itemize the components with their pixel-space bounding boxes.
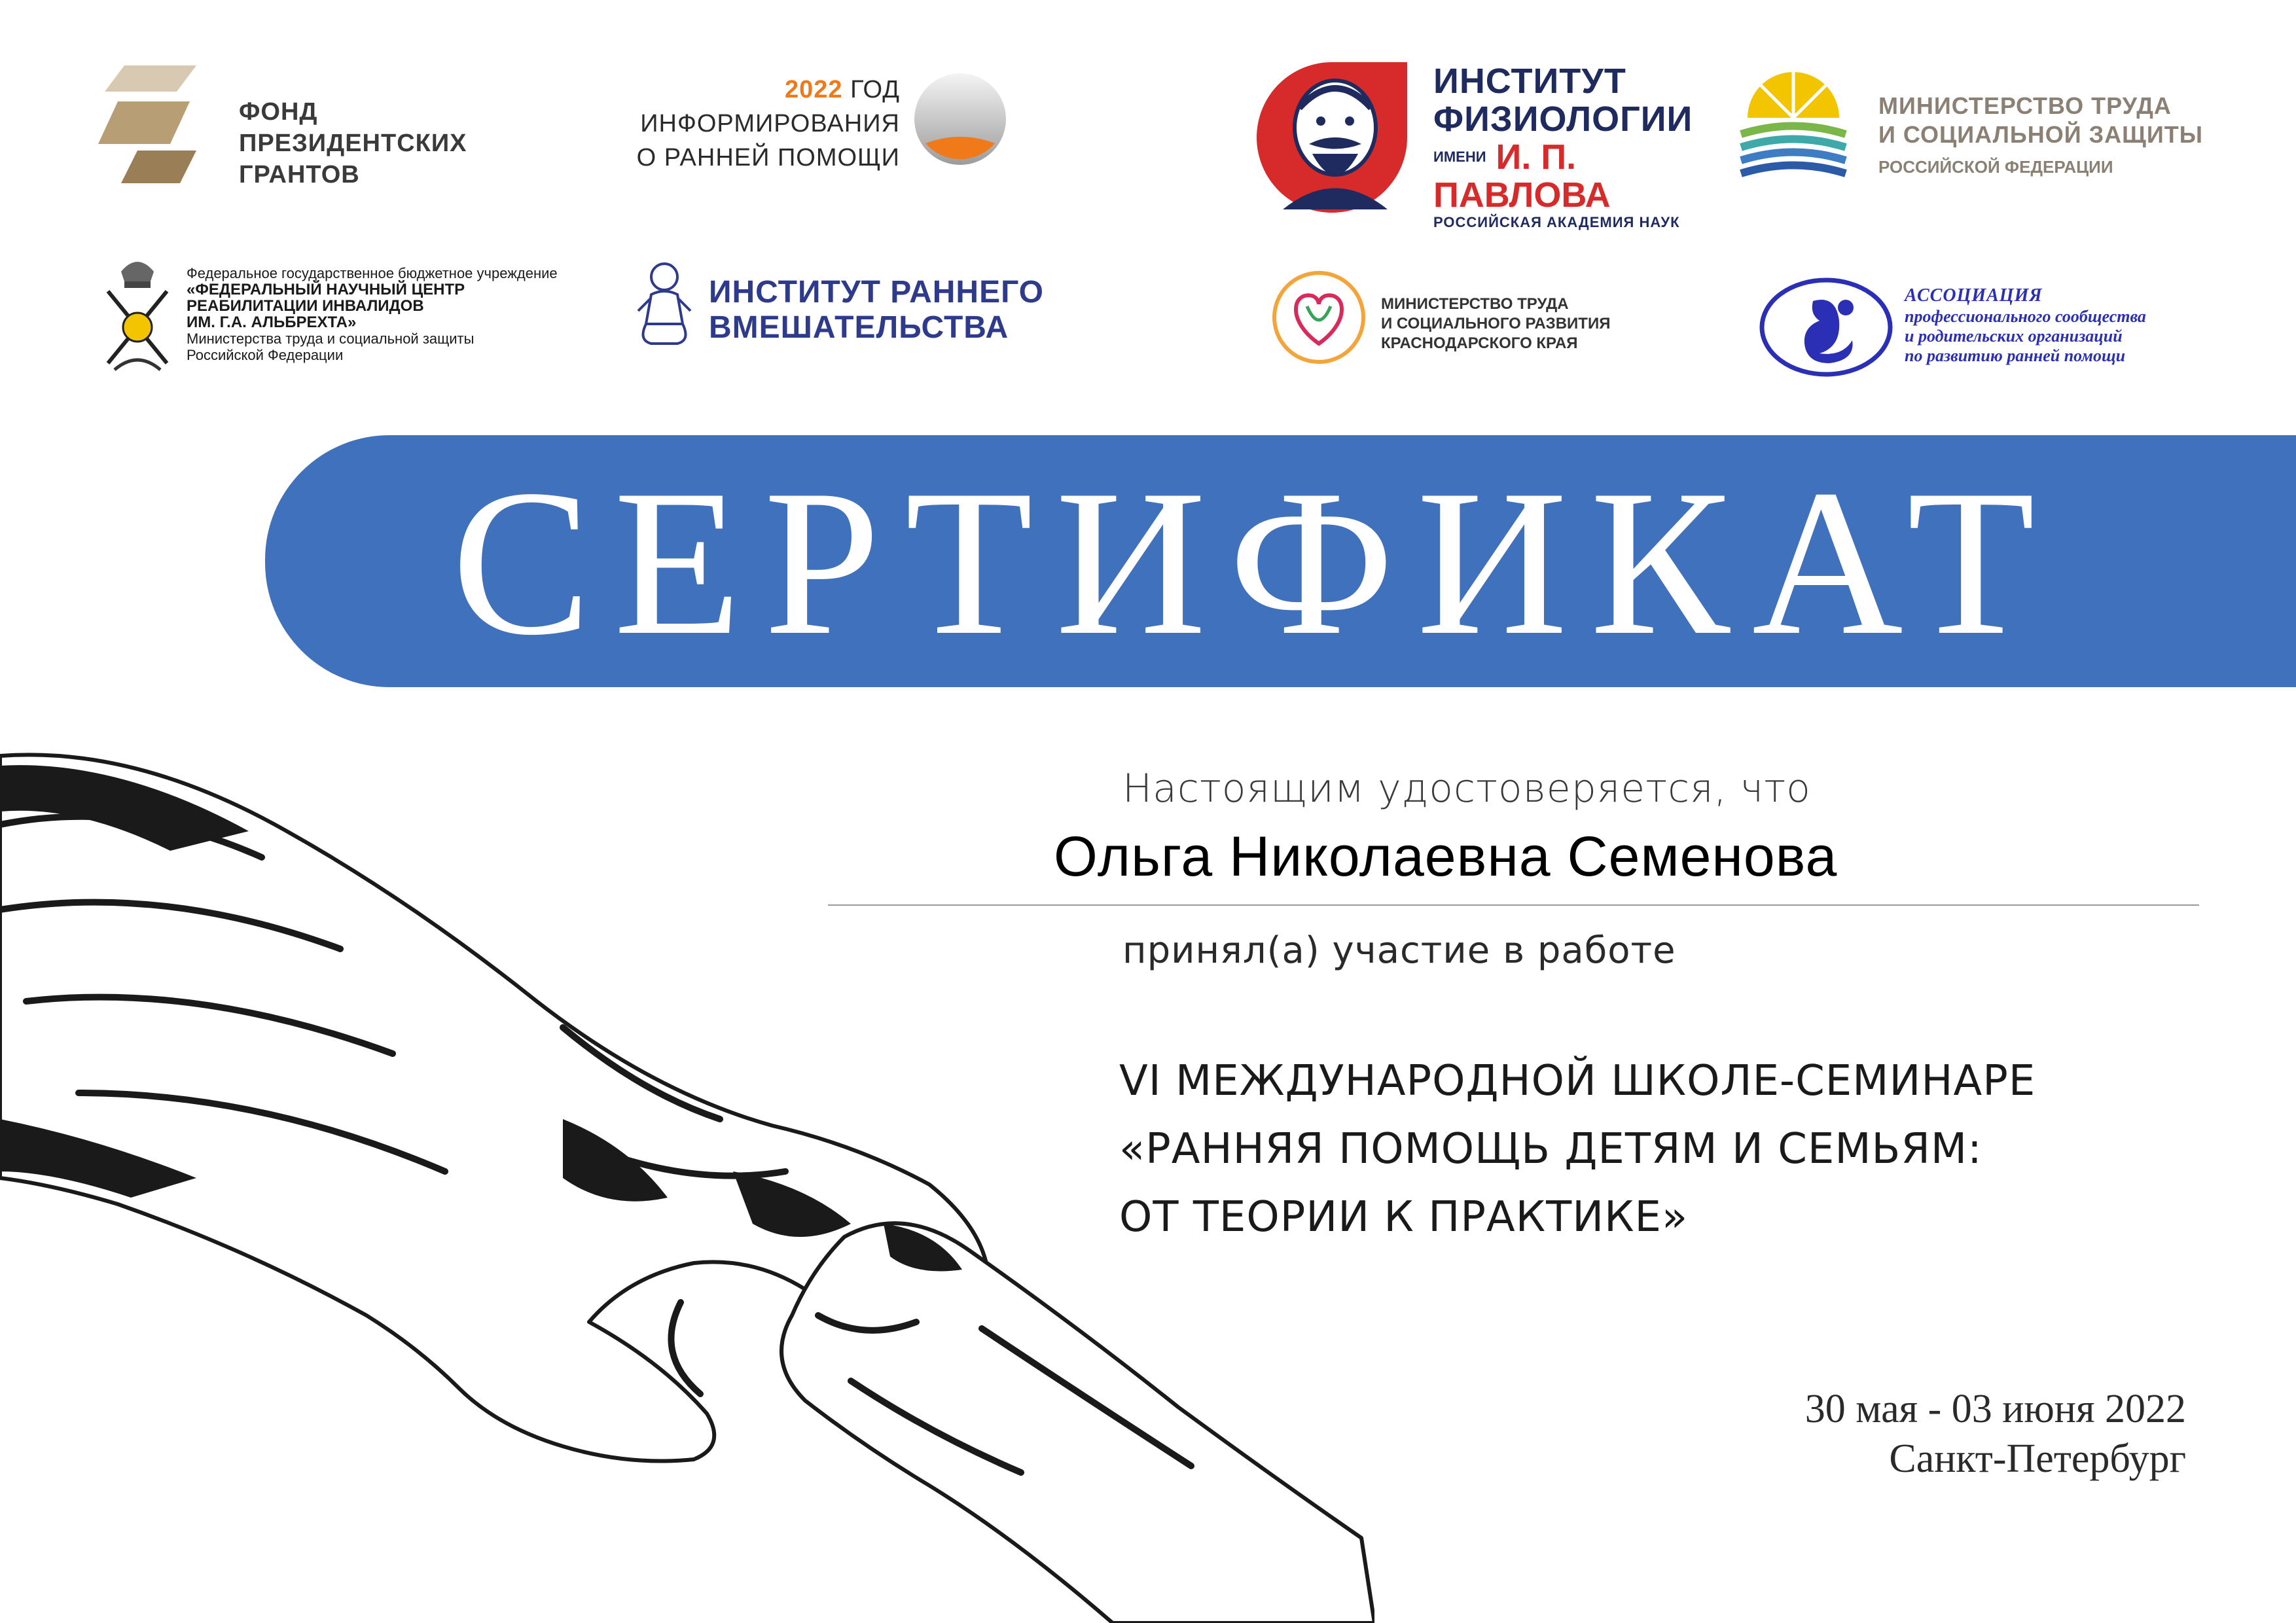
name-underline [828, 904, 2199, 906]
event-title [1119, 1047, 2036, 1251]
albrecht-center-name: Федеральное государственное бюджетное учреждение «ФЕДЕРАЛЬНЫЙ НАУЧНЫЙ ЦЕНТР РЕАБИЛИТАЦИИ ИНВАЛИДОВ ИМ. Г.А. АЛЬБРЕХТА» Министерства труда и социальной защиты Российской Федерации [187, 265, 558, 363]
event-date-place [1805, 1384, 2186, 1484]
krasnodar-ministry-logo [1266, 268, 1659, 366]
sun-rays-emblem-icon [1734, 72, 1852, 190]
pavlov-institute-logo [1244, 56, 1693, 230]
heart-circle-icon [1266, 268, 1371, 366]
participation-statement: принял(а) участие в работе [1122, 929, 1676, 972]
recipient-name: Ольга Николаевна Семенова [1054, 825, 1838, 888]
event-dates: 30 мая - 03 июня 2022 [1804, 1387, 2186, 1431]
event-title-line: VI МЕЖДУНАРОДНОЙ ШКОЛЕ-СЕМИНАРЕ [1119, 1057, 2036, 1105]
association-name: АССОЦИАЦИЯ профессионального сообщества и родительских организаций по развитию ранней помощи [1905, 285, 2146, 365]
early-intervention-institute-logo [632, 259, 1090, 357]
krasnodar-ministry-name: МИНИСТЕРСТВО ТРУДА И СОЦИАЛЬНОГО РАЗВИТИЯ КРАСНОДАРСКОГО КРАЯ [1381, 295, 1611, 352]
certify-statement: Настоящим удостоверяется, что [1122, 766, 1811, 812]
association-logo [1757, 275, 2215, 380]
presidential-grants-fund-logo [98, 62, 517, 193]
coat-of-arms-icon [95, 252, 180, 376]
albrecht-center-logo [95, 252, 612, 383]
grants-fund-emblem-icon [98, 62, 196, 187]
event-city: Санкт-Петербург [1889, 1436, 2186, 1481]
sunrise-circle-icon [911, 70, 1009, 168]
mother-child-oval-icon [1757, 275, 1895, 380]
pavlov-institute-name: ИНСТИТУТ ФИЗИОЛОГИИ $^{ИМЕНИ}$ И. П. ПАВЛОВА РОССИЙСКАЯ АКАДЕМИЯ НАУК [1433, 62, 1693, 230]
labor-ministry-name: МИНИСТЕРСТВО ТРУДА И СОЦИАЛЬНОЙ ЗАЩИТЫ РОССИЙСКОЙ ФЕДЕРАЦИИ [1878, 92, 2203, 177]
certificate-title: СЕРТИФИКАТ [452, 447, 2058, 679]
pavlov-portrait-icon [1244, 56, 1420, 213]
early-intervention-institute-name: ИНСТИТУТ РАННЕГО ВМЕШАТЕЛЬСТВА [709, 275, 1045, 345]
year-of-early-help-logo [628, 69, 1021, 200]
year-of-early-help-text: 2022 ГОД ИНФОРМИРОВАНИЯ О РАННЕЙ ПОМОЩИ [636, 76, 900, 171]
labor-ministry-logo [1734, 72, 2258, 203]
child-figure-icon [632, 259, 697, 350]
event-title-line: ОТ ТЕОРИИ К ПРАКТИКЕ» [1119, 1193, 1689, 1241]
grants-fund-name: ФОНД ПРЕЗИДЕНТСКИХ ГРАНТОВ [239, 98, 467, 188]
event-title-line: «РАННЯЯ ПОМОЩЬ ДЕТЯМ И СЕМЬЯМ: [1119, 1125, 1982, 1173]
